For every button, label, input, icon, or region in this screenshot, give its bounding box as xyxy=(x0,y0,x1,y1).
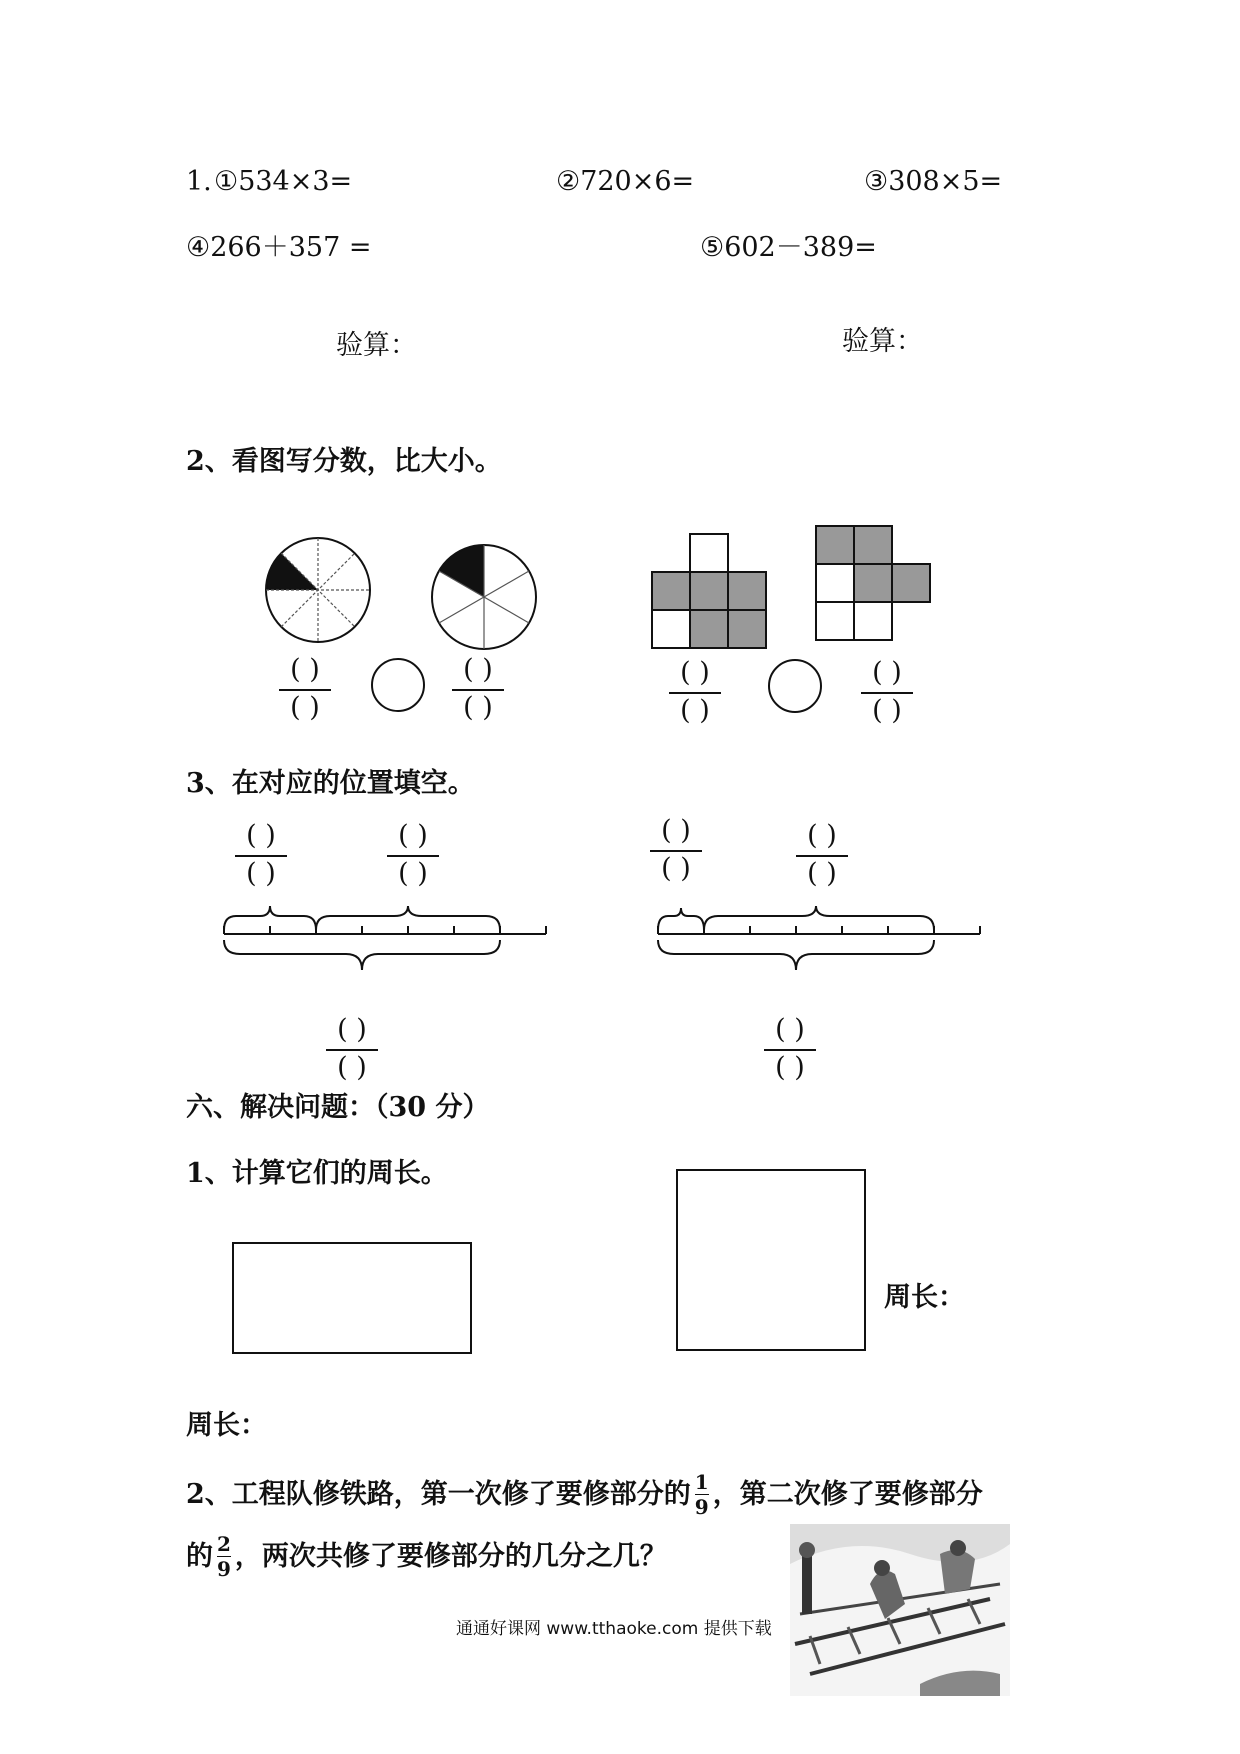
numerator-blank[interactable]: ( ) xyxy=(661,815,691,846)
denominator-blank[interactable]: ( ) xyxy=(290,692,320,723)
grid-figure-right xyxy=(816,526,936,646)
numerator-blank[interactable]: ( ) xyxy=(872,657,902,688)
compare-circle-blank[interactable] xyxy=(371,658,425,712)
fraction-numerator: 1 xyxy=(694,1470,709,1494)
denominator-blank[interactable]: ( ) xyxy=(661,853,691,884)
fraction-blank[interactable] xyxy=(322,1016,382,1086)
fraction-blank[interactable] xyxy=(665,659,725,729)
fraction-two-ninths xyxy=(217,1534,231,1579)
numerator-blank[interactable]: ( ) xyxy=(337,1014,367,1045)
perimeter-label-rectangle: 周长： xyxy=(186,1410,267,1441)
numerator-blank[interactable]: ( ) xyxy=(246,820,276,851)
perimeter-label-square: 周长： xyxy=(884,1282,965,1313)
fraction-denominator: 9 xyxy=(694,1495,709,1519)
p6-q1-title: 1、计算它们的周长。 xyxy=(186,1158,448,1189)
grid-figure-left xyxy=(652,534,772,654)
number-line-right xyxy=(650,900,990,980)
footer-watermark: 通通好课网 www.tthaoke.com 提供下载 xyxy=(456,1619,772,1639)
numerator-blank[interactable]: ( ) xyxy=(398,820,428,851)
p6-q2-line2 xyxy=(186,1534,667,1579)
numerator-blank[interactable]: ( ) xyxy=(290,654,320,685)
shaded-sector xyxy=(266,553,318,590)
square-figure xyxy=(676,1169,866,1351)
numerator-blank[interactable]: ( ) xyxy=(680,657,710,688)
shaded-sector xyxy=(439,545,484,597)
check-label-right: 验算： xyxy=(842,326,923,357)
q2-text-part1: 2、工程队修铁路，第一次修了要修部分的 xyxy=(186,1479,691,1510)
denominator-blank[interactable]: ( ) xyxy=(463,692,493,723)
denominator-blank[interactable]: ( ) xyxy=(775,1052,805,1083)
number-line-left xyxy=(216,900,556,980)
problem-4-266plus357: ④266＋357 = xyxy=(186,232,372,263)
fraction-numerator: 2 xyxy=(217,1532,231,1556)
q1-prefix: 1. xyxy=(186,166,212,197)
fraction-blank[interactable] xyxy=(275,656,335,726)
problem-5-602minus389: ⑤602－389= xyxy=(700,232,877,263)
fraction-one-ninth xyxy=(695,1472,709,1517)
circle-eighths-figure xyxy=(264,536,372,644)
section-six-heading: 六、解决问题：（30 分） xyxy=(186,1092,490,1123)
numerator-blank[interactable]: ( ) xyxy=(463,654,493,685)
fraction-denominator: 9 xyxy=(217,1557,231,1581)
denominator-blank[interactable]: ( ) xyxy=(337,1052,367,1083)
q2-text-part3: 的 xyxy=(186,1541,213,1572)
check-label-left: 验算： xyxy=(336,330,417,361)
rectangle-figure xyxy=(232,1242,472,1354)
denominator-blank[interactable]: ( ) xyxy=(246,858,276,889)
fraction-blank[interactable] xyxy=(448,656,508,726)
problem-3-308x5: ③308×5= xyxy=(864,166,1003,197)
problem-2-720x6: ②720×6= xyxy=(556,166,695,197)
p6-q2-line1 xyxy=(186,1472,983,1517)
numerator-blank[interactable]: ( ) xyxy=(775,1014,805,1045)
fraction-blank[interactable] xyxy=(231,822,291,892)
problem-1-534x3: ①534×3= xyxy=(214,166,353,197)
circle-sixths-figure xyxy=(430,543,538,651)
numerator-blank[interactable]: ( ) xyxy=(807,820,837,851)
fraction-blank[interactable] xyxy=(383,822,443,892)
q3-title: 3、在对应的位置填空。 xyxy=(186,768,475,799)
denominator-blank[interactable]: ( ) xyxy=(807,858,837,889)
fraction-blank[interactable] xyxy=(760,1016,820,1086)
denominator-blank[interactable]: ( ) xyxy=(680,695,710,726)
denominator-blank[interactable]: ( ) xyxy=(398,858,428,889)
compare-circle-blank[interactable] xyxy=(768,659,822,713)
fraction-blank[interactable] xyxy=(646,817,706,887)
q2-text-part2: ，第二次修了要修部分 xyxy=(712,1479,983,1510)
fraction-blank[interactable] xyxy=(792,822,852,892)
q2-title: 2、看图写分数，比大小。 xyxy=(186,446,502,477)
q2-text-part4: ，两次共修了要修部分的几分之几？ xyxy=(234,1541,667,1572)
railway-workers-illustration xyxy=(790,1524,1010,1696)
denominator-blank[interactable]: ( ) xyxy=(872,695,902,726)
fraction-blank[interactable] xyxy=(857,659,917,729)
